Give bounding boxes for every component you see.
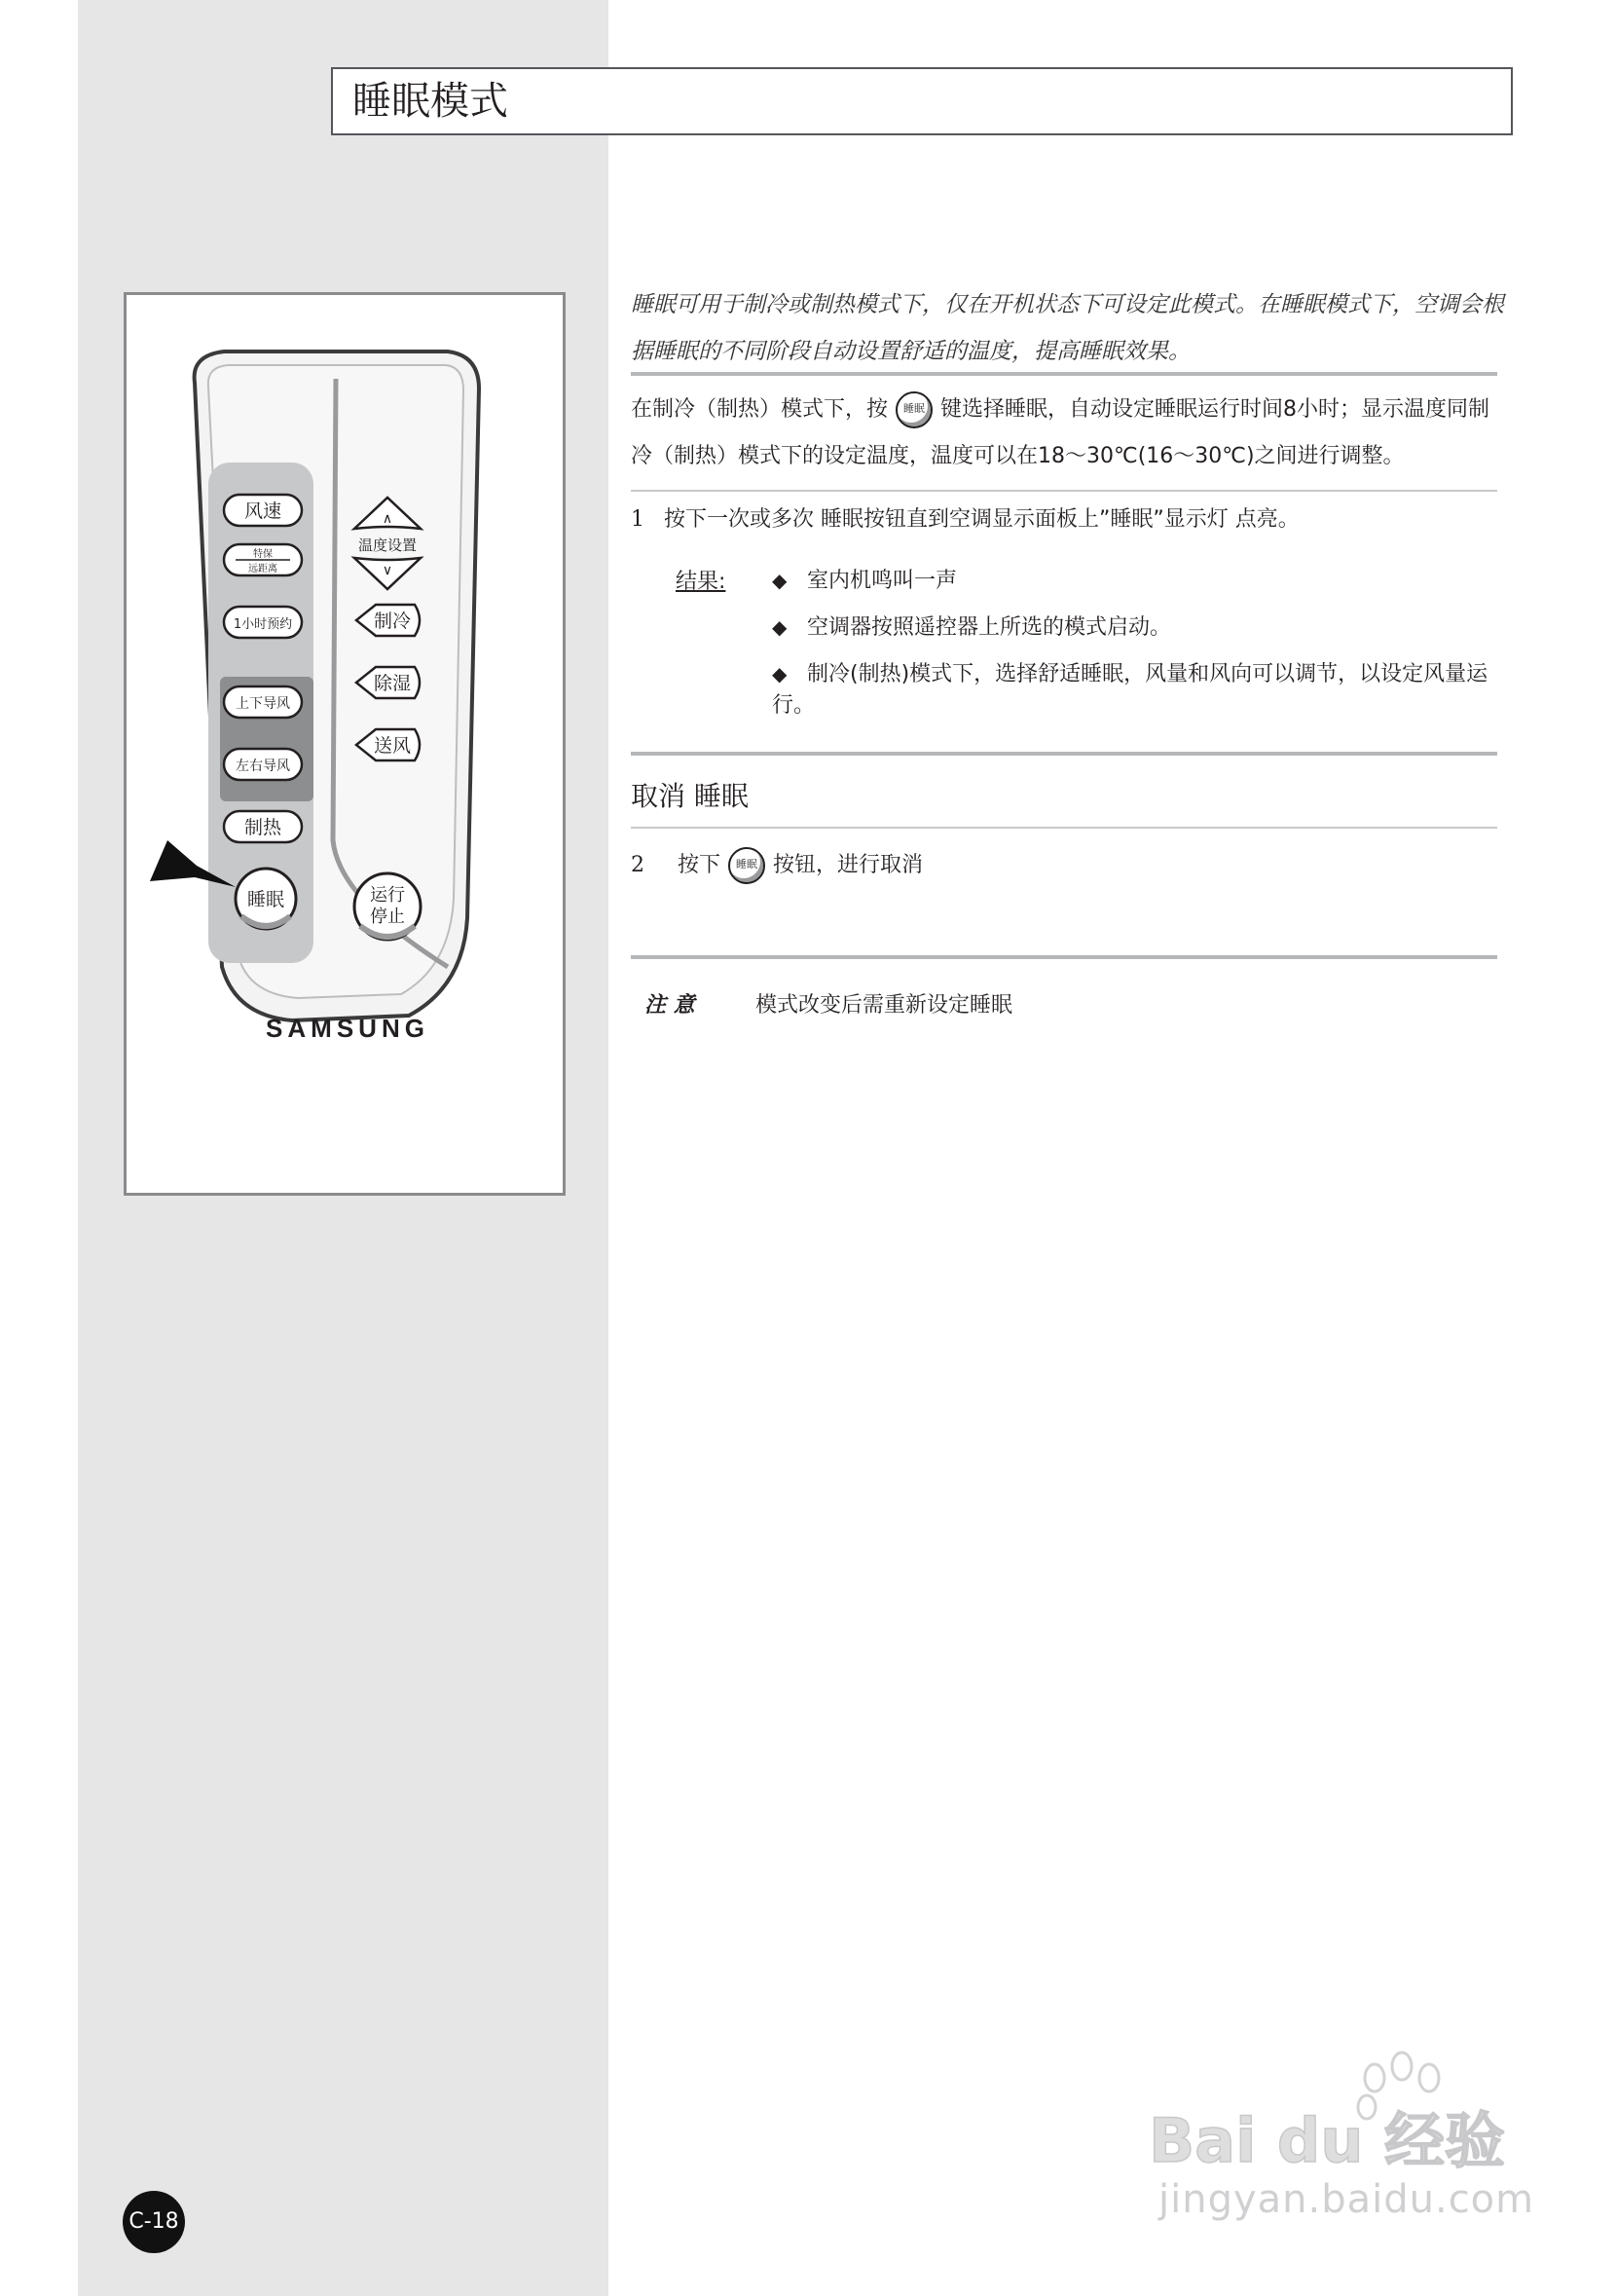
result-item	[772, 658, 1499, 722]
result-item-text: 空调器按照遥控器上所选的模式启动。	[807, 615, 1172, 640]
sleep-button-icon: 睡眠	[728, 847, 765, 884]
power-top-label: 运行	[370, 885, 405, 906]
step-2	[631, 847, 923, 884]
watermark-url: jingyan.baidu.com	[1158, 2177, 1535, 2222]
note-text: 模式改变后需重新设定睡眠	[755, 993, 1013, 1018]
timer-label: 1小时预约	[233, 617, 293, 632]
turbo-bottom-label: 远距离	[248, 564, 277, 574]
note-label: 注 意	[644, 992, 695, 1018]
instruction-before: 在制冷（制热）模式下，按	[631, 397, 889, 422]
temp-up-label: ∧	[382, 511, 393, 527]
section-title: 睡眠模式	[352, 79, 508, 124]
power-bottom-label: 停止	[370, 907, 405, 927]
heat-label: 制热	[243, 817, 282, 838]
cool-label: 制冷	[373, 611, 412, 632]
step-2-after: 按钮，进行取消	[773, 853, 924, 877]
power-button[interactable]	[354, 873, 421, 940]
step-2-number: 2	[631, 853, 644, 877]
timer-button[interactable]	[224, 607, 302, 638]
intro-paragraph: 睡眠可用于制冷或制热模式下，仅在开机状态下可设定此模式。在睡眠模式下，空调会根据睡眠的不同阶段自动设置舒适的温度，提高睡眠效果。	[631, 292, 1504, 364]
bullet-diamond-icon: ◆	[772, 662, 788, 685]
instruction-paragraph	[631, 387, 1507, 480]
divider-1	[631, 372, 1497, 376]
turbo-top-label: 特保	[253, 549, 273, 560]
remote-control-illustration	[127, 295, 569, 1199]
heat-button[interactable]	[224, 811, 302, 842]
step-2-before: 按下	[678, 853, 721, 877]
result-label: 结果:	[676, 570, 726, 594]
vertical-swing-label: 上下导风	[236, 696, 290, 712]
sleep-label: 睡眠	[246, 889, 285, 910]
bullet-diamond-icon: ◆	[772, 569, 788, 592]
divider-5	[631, 955, 1497, 959]
remote-illustration-frame	[124, 292, 566, 1196]
result-item	[772, 611, 1171, 644]
step-1	[631, 504, 1300, 536]
fan-mode-label: 送风	[373, 735, 412, 757]
dry-label: 除湿	[373, 673, 412, 694]
samsung-logo: SAMSUNG	[266, 1014, 429, 1043]
horizontal-swing-button[interactable]	[224, 749, 302, 780]
sleep-button[interactable]	[236, 869, 296, 929]
result-item-text: 制冷(制热)模式下，选择舒适睡眠，风量和风向可以调节，以设定风量运行。	[772, 662, 1488, 718]
instruction-after: 键选择睡眠，自动设定睡眠运行时间8小时；显示温度同制冷（制热）模式下的设定温度，温度可以在18～30℃(16～30℃)之间进行调整。	[631, 397, 1490, 468]
fan-speed-button[interactable]	[224, 495, 302, 526]
vertical-swing-button[interactable]	[224, 686, 302, 718]
temp-down-label: ∨	[382, 563, 393, 578]
divider-2	[631, 490, 1497, 492]
divider-3	[631, 752, 1497, 756]
fan-speed-label: 风速	[243, 500, 282, 522]
step-1-number: 1	[631, 507, 644, 532]
turbo-button[interactable]	[224, 544, 302, 575]
page-number-badge: C-18	[123, 2191, 185, 2253]
result-item	[772, 565, 957, 597]
temp-set-label: 温度设置	[357, 537, 418, 554]
baidu-watermark	[1149, 2045, 1558, 2181]
horizontal-swing-label: 左右导风	[236, 759, 290, 774]
bullet-diamond-icon: ◆	[772, 615, 788, 639]
step-1-text: 按下一次或多次 睡眠按钮直到空调显示面板上”睡眠”显示灯 点亮。	[664, 507, 1300, 532]
cancel-section-title: 取消 睡眠	[631, 780, 749, 812]
section-title-box	[331, 67, 1513, 135]
watermark-brand: Bai du 经验	[1149, 2105, 1506, 2176]
divider-4	[631, 827, 1497, 829]
result-item-text: 室内机鸣叫一声	[807, 569, 958, 593]
sleep-button-icon: 睡眠	[896, 391, 933, 428]
